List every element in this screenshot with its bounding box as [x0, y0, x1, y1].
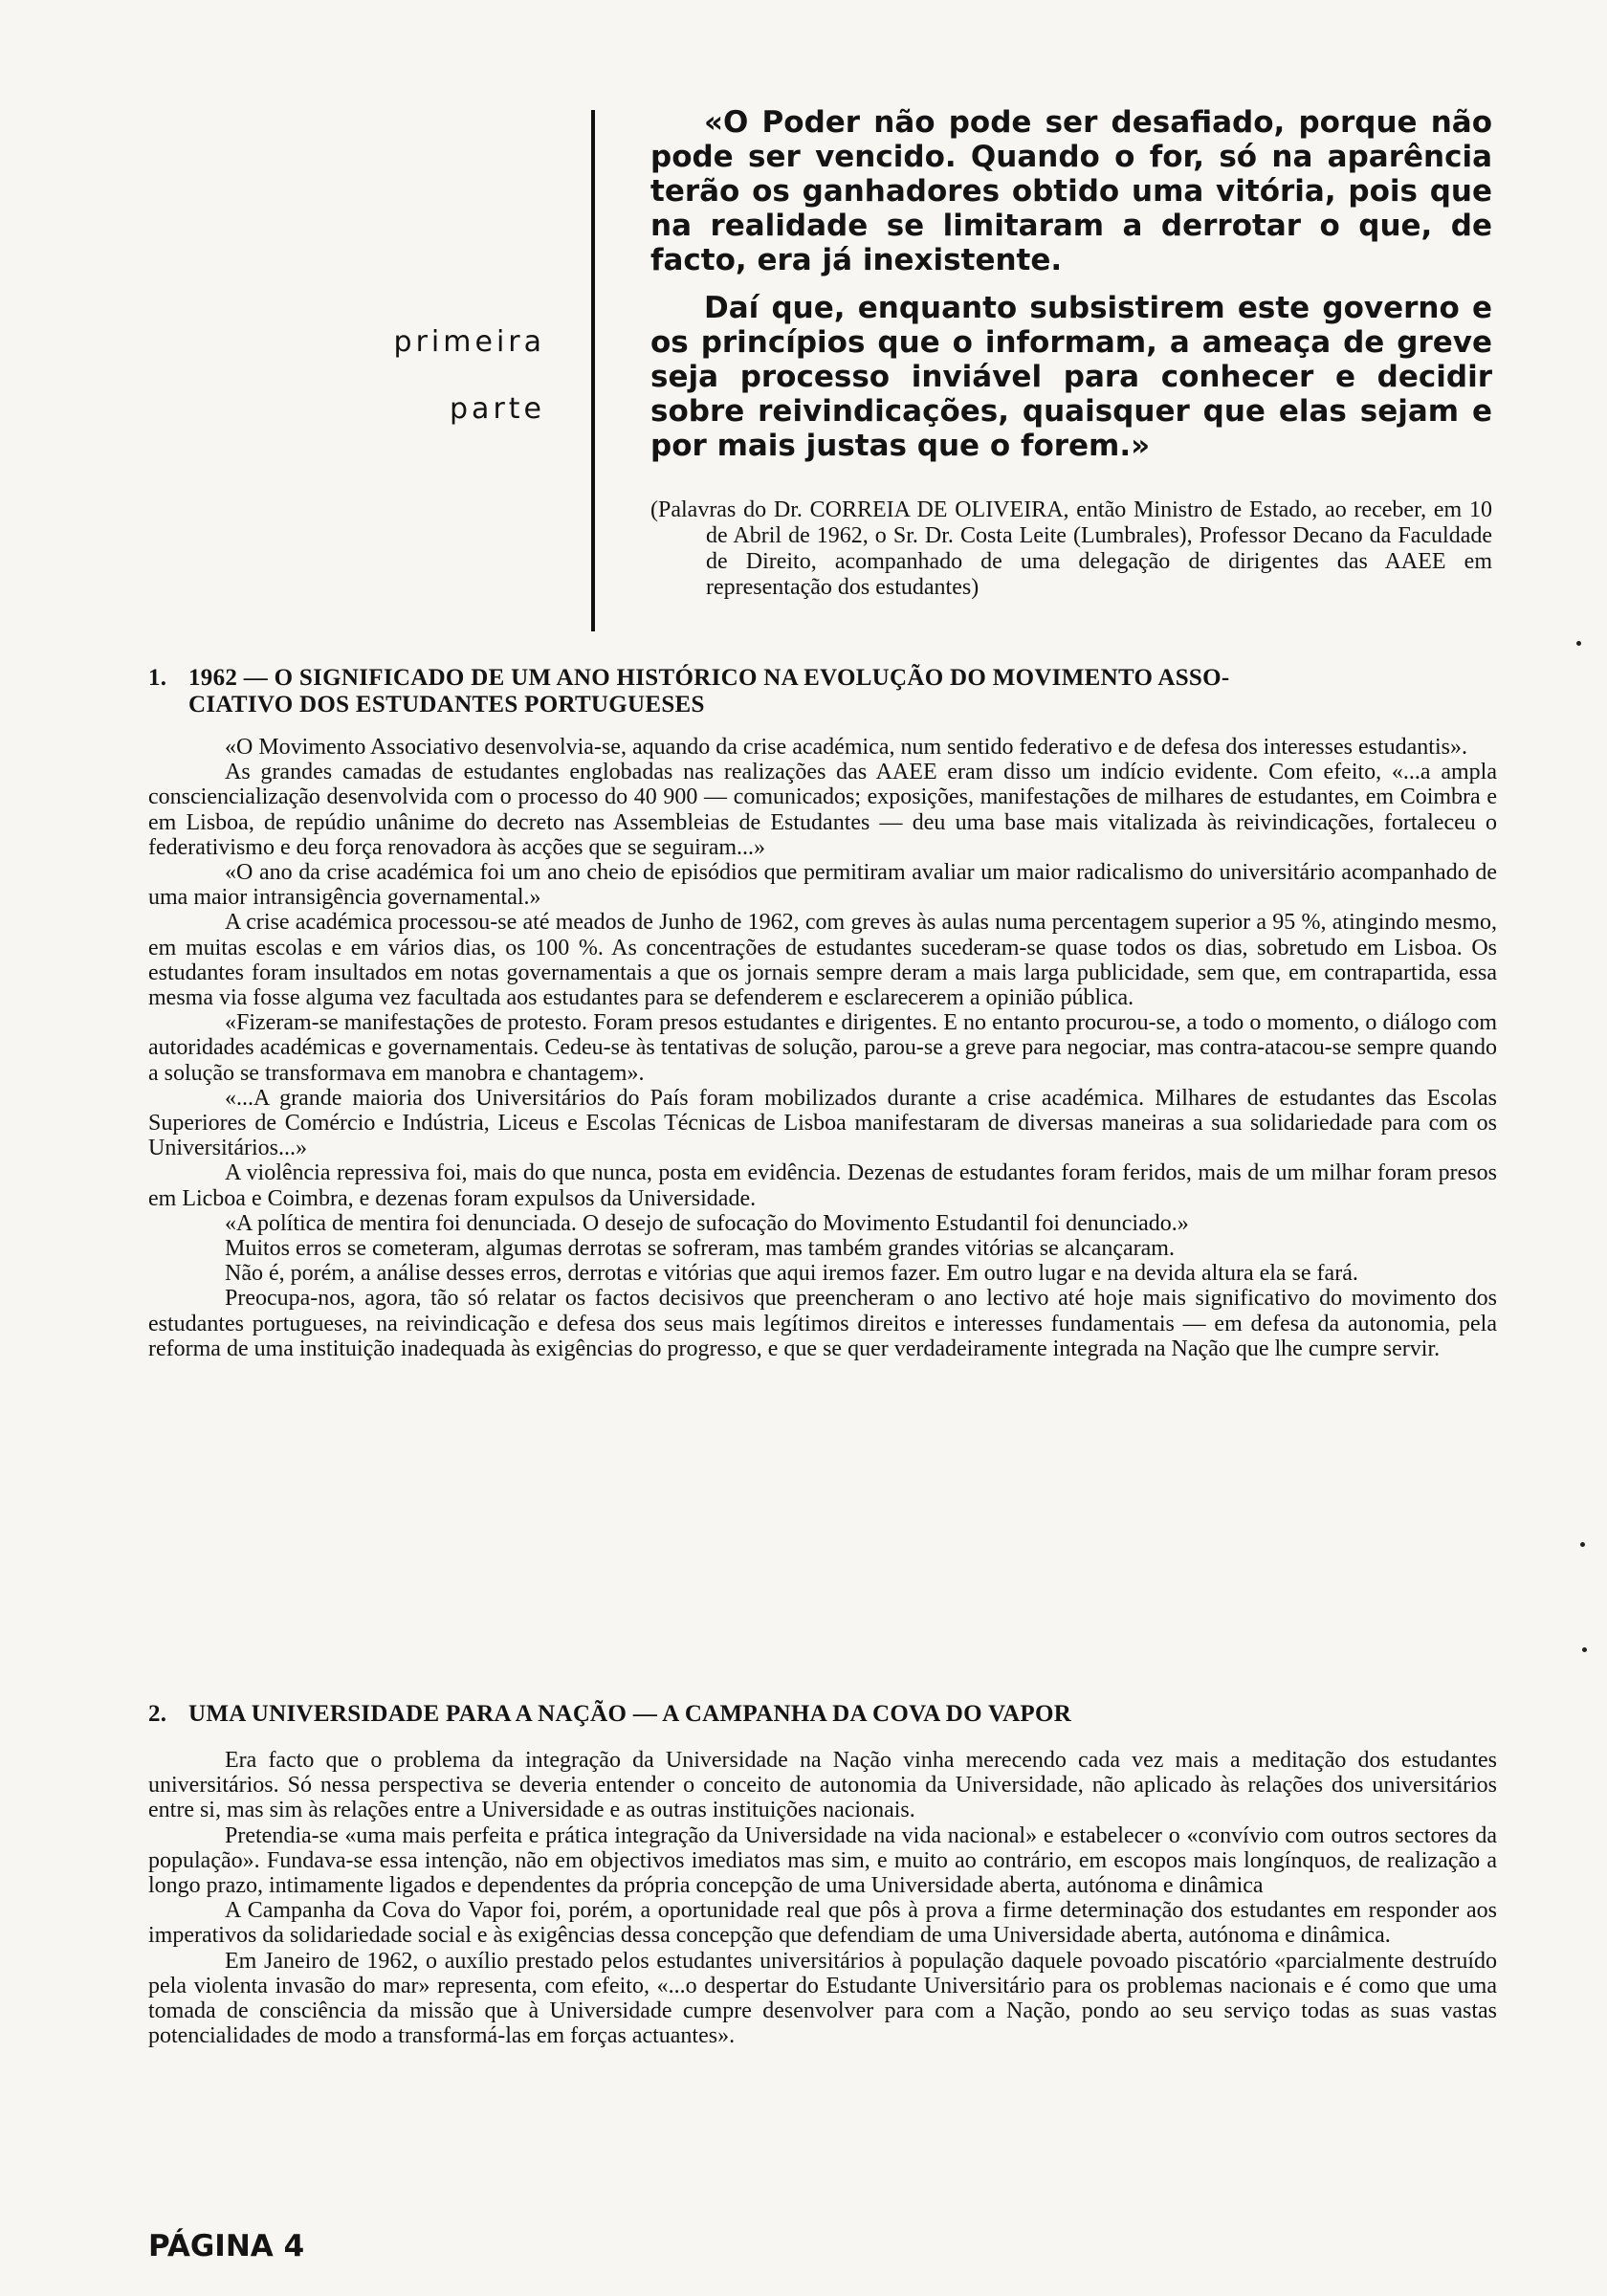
section-number: 2. — [148, 1701, 167, 1727]
paragraph: Preocupa-nos, agora, tão só relatar os factos decisivos que preencheram o ano lectivo até hoje mais significativo do movimento dos estudantes portugueses, na reivindicação e defesa dos seus mais legítimos direitos e interesses fundamentais — em defesa da autonomia, pela reforma de uma instituição inadequada às exigências do progresso, e que se quer verdadeiramente integrada na Nação que lhe cumpre servir. — [148, 1286, 1497, 1361]
section-2-heading — [148, 1701, 1497, 1728]
paragraph: A Campanha da Cova do Vapor foi, porém, a oportunidade real que pôs à prova a firme determinação dos estudantes em responder aos imperativos da solidariedade social e às exigências dessa concepção que defendiam de uma Universidade aberta, autónoma e dinâmica. — [148, 1898, 1497, 1949]
paragraph: A violência repressiva foi, mais do que nunca, posta em evidência. Dezenas de estudantes foram feridos, mais de um milhar foram presos em Licboa e Coimbra, e dezenas foram expulsos da Universidade. — [148, 1160, 1497, 1211]
paragraph: «...A grande maioria dos Universitários do País foram mobilizados durante a crise académica. Milhares de estudantes das Escolas Superiores de Comércio e Indústria, Liceus e Escolas Técnicas de Lisboa manifestaram de diversas maneiras a sua solidariedade para com os Universitários...» — [148, 1085, 1497, 1161]
section-2-body — [148, 1748, 1497, 2048]
epigraph-quote — [650, 105, 1492, 463]
paragraph: «O ano da crise académica foi um ano cheio de episódios que permitiram avaliar um maior radicalismo do universitário acompanhado de uma maior intransigência governamental.» — [148, 860, 1497, 911]
paragraph: Não é, porém, a análise desses erros, derrotas e vitórias que aqui iremos fazer. Em outro lugar e na devida altura ela se fará. — [225, 1261, 1358, 1287]
section-title-line: 1962 — O SIGNIFICADO DE UM ANO HISTÓRICO NA EVOLUÇÃO DO MOVIMENTO ASSO- — [188, 665, 1230, 691]
paragraph: «O Movimento Associativo desenvolvia-se, aquando da crise académica, num sentido federativo e de defesa dos interesses estudantis». — [225, 735, 1467, 760]
part-label-parte: parte — [450, 392, 545, 426]
vertical-divider — [591, 110, 595, 631]
paragraph: As grandes camadas de estudantes englobadas nas realizações das AAEE eram disso um indício evidente. Com efeito, «...a ampla consciencialização desenvolvida com o processo do 40 900 — comunicados; exposições, manifestações de milhares de estudantes, em Coimbra e em Lisboa, de repúdio unânime do decreto nas Assembleias de Estudantes — deu uma base mais vitalizada às reivindicações, fortaleceu o federativismo e deu força renovadora às acções que se seguiram...» — [148, 760, 1497, 860]
paragraph: Era facto que o problema da integração da Universidade na Nação vinha merecendo cada vez mais a meditação dos estudantes universitários. Só nessa perspectiva se deveria entender o conceito de autonomia da Universidade, não aplicado às relações dos universitários entre si, mas sim às relações entre a Universidade e as outras instituições nacionais. — [148, 1748, 1497, 1823]
page-number: PÁGINA 4 — [148, 2229, 305, 2263]
paragraph: Pretendia-se «uma mais perfeita e prática integração da Universidade na vida nacional» e estabelecer o «convívio com outros sectores da população». Fundava-se essa intenção, não em objectivos imediatos mas sim, e muito ao contrário, em escopos mais longínquos, de realização a longo prazo, intimamente ligados e dependentes da própria concepção de uma Universidade aberta, autónoma e dinâmica — [148, 1822, 1497, 1899]
section-title-line: CIATIVO DOS ESTUDANTES PORTUGUESES — [188, 692, 705, 718]
paragraph: «Fizeram-se manifestações de protesto. Foram presos estudantes e dirigentes. E no entanto procurou-se, a todo o momento, o diálogo com autoridades académicas e governamentais. Cedeu-se às tentativas de solução, parou-se a greve para negociar, mas contra-atacou-se sempre quando a solução se transformava em manobra e chantagem». — [148, 1010, 1497, 1086]
quote-paragraph: «O Poder não pode ser desafiado, porque não pode ser vencido. Quando o for, só na aparência terão os ganhadores obtido uma vitória, pois que na realidade se limitaram a derrotar o que, de facto, era já inexistente. — [650, 105, 1492, 277]
section-number: 1. — [148, 665, 167, 691]
paragraph: Muitos erros se cometeram, algumas derrotas se sofreram, mas também grandes vitórias se alcançaram. — [225, 1236, 1175, 1262]
section-1-heading — [148, 665, 1497, 718]
quote-attribution: (Palavras do Dr. CORREIA DE OLIVEIRA, então Ministro de Estado, ao receber, em 10 de Abril de 1962, o Sr. Dr. Costa Leite (Lumbrales), Professor Decano da Faculdade de Direito, acompanhado de uma delegação de dirigentes das AAEE em representação dos estudantes) — [650, 497, 1492, 600]
quote-paragraph: Daí que, enquanto subsistirem este governo e os princípios que o informam, a ameaça de greve seja processo inviável para conhecer e decidir sobre reivindicações, quaisquer que elas sejam e por mais justas que o forem.» — [650, 291, 1492, 463]
speck-mark — [1576, 641, 1581, 646]
speck-mark — [1582, 1647, 1587, 1652]
paragraph: A crise académica processou-se até meados de Junho de 1962, com greves às aulas numa percentagem superior a 95 %, atingindo mesmo, em muitas escolas e em vários dias, os 100 %. As concentrações de estudantes sucederam-se quase todos os dias, sobretudo em Lisboa. Os estudantes foram insultados em notas governamentais a que os jornais sempre deram a mais larga publicidade, sem que, em contrapartida, essa mesma via fosse alguma vez facultada aos estudantes para se defenderem e esclarecerem a opinião pública. — [148, 910, 1497, 1011]
paragraph: Em Janeiro de 1962, o auxílio prestado pelos estudantes universitários à população daquele povoado piscatório «parcialmente destruído pela violenta invasão do mar» representa, com efeito, «...o despertar do Estudante Universitário para os problemas nacionais e é como que uma tomada de consciência da missão que à Universidade cumpre desenvolver para com a Nação, pondo ao seu serviço todas as suas vastas potencialidades de modo a transformá-las em forças actuantes». — [148, 1948, 1497, 2049]
section-title-line: UMA UNIVERSIDADE PARA A NAÇÃO — A CAMPANHA DA COVA DO VAPOR — [188, 1701, 1072, 1727]
paragraph: «A política de mentira foi denunciada. O desejo de sufocação do Movimento Estudantil foi denunciado.» — [225, 1210, 1189, 1236]
section-1-body — [148, 735, 1497, 1361]
speck-mark — [1580, 1542, 1585, 1547]
part-label-primeira: primeira — [393, 325, 545, 359]
